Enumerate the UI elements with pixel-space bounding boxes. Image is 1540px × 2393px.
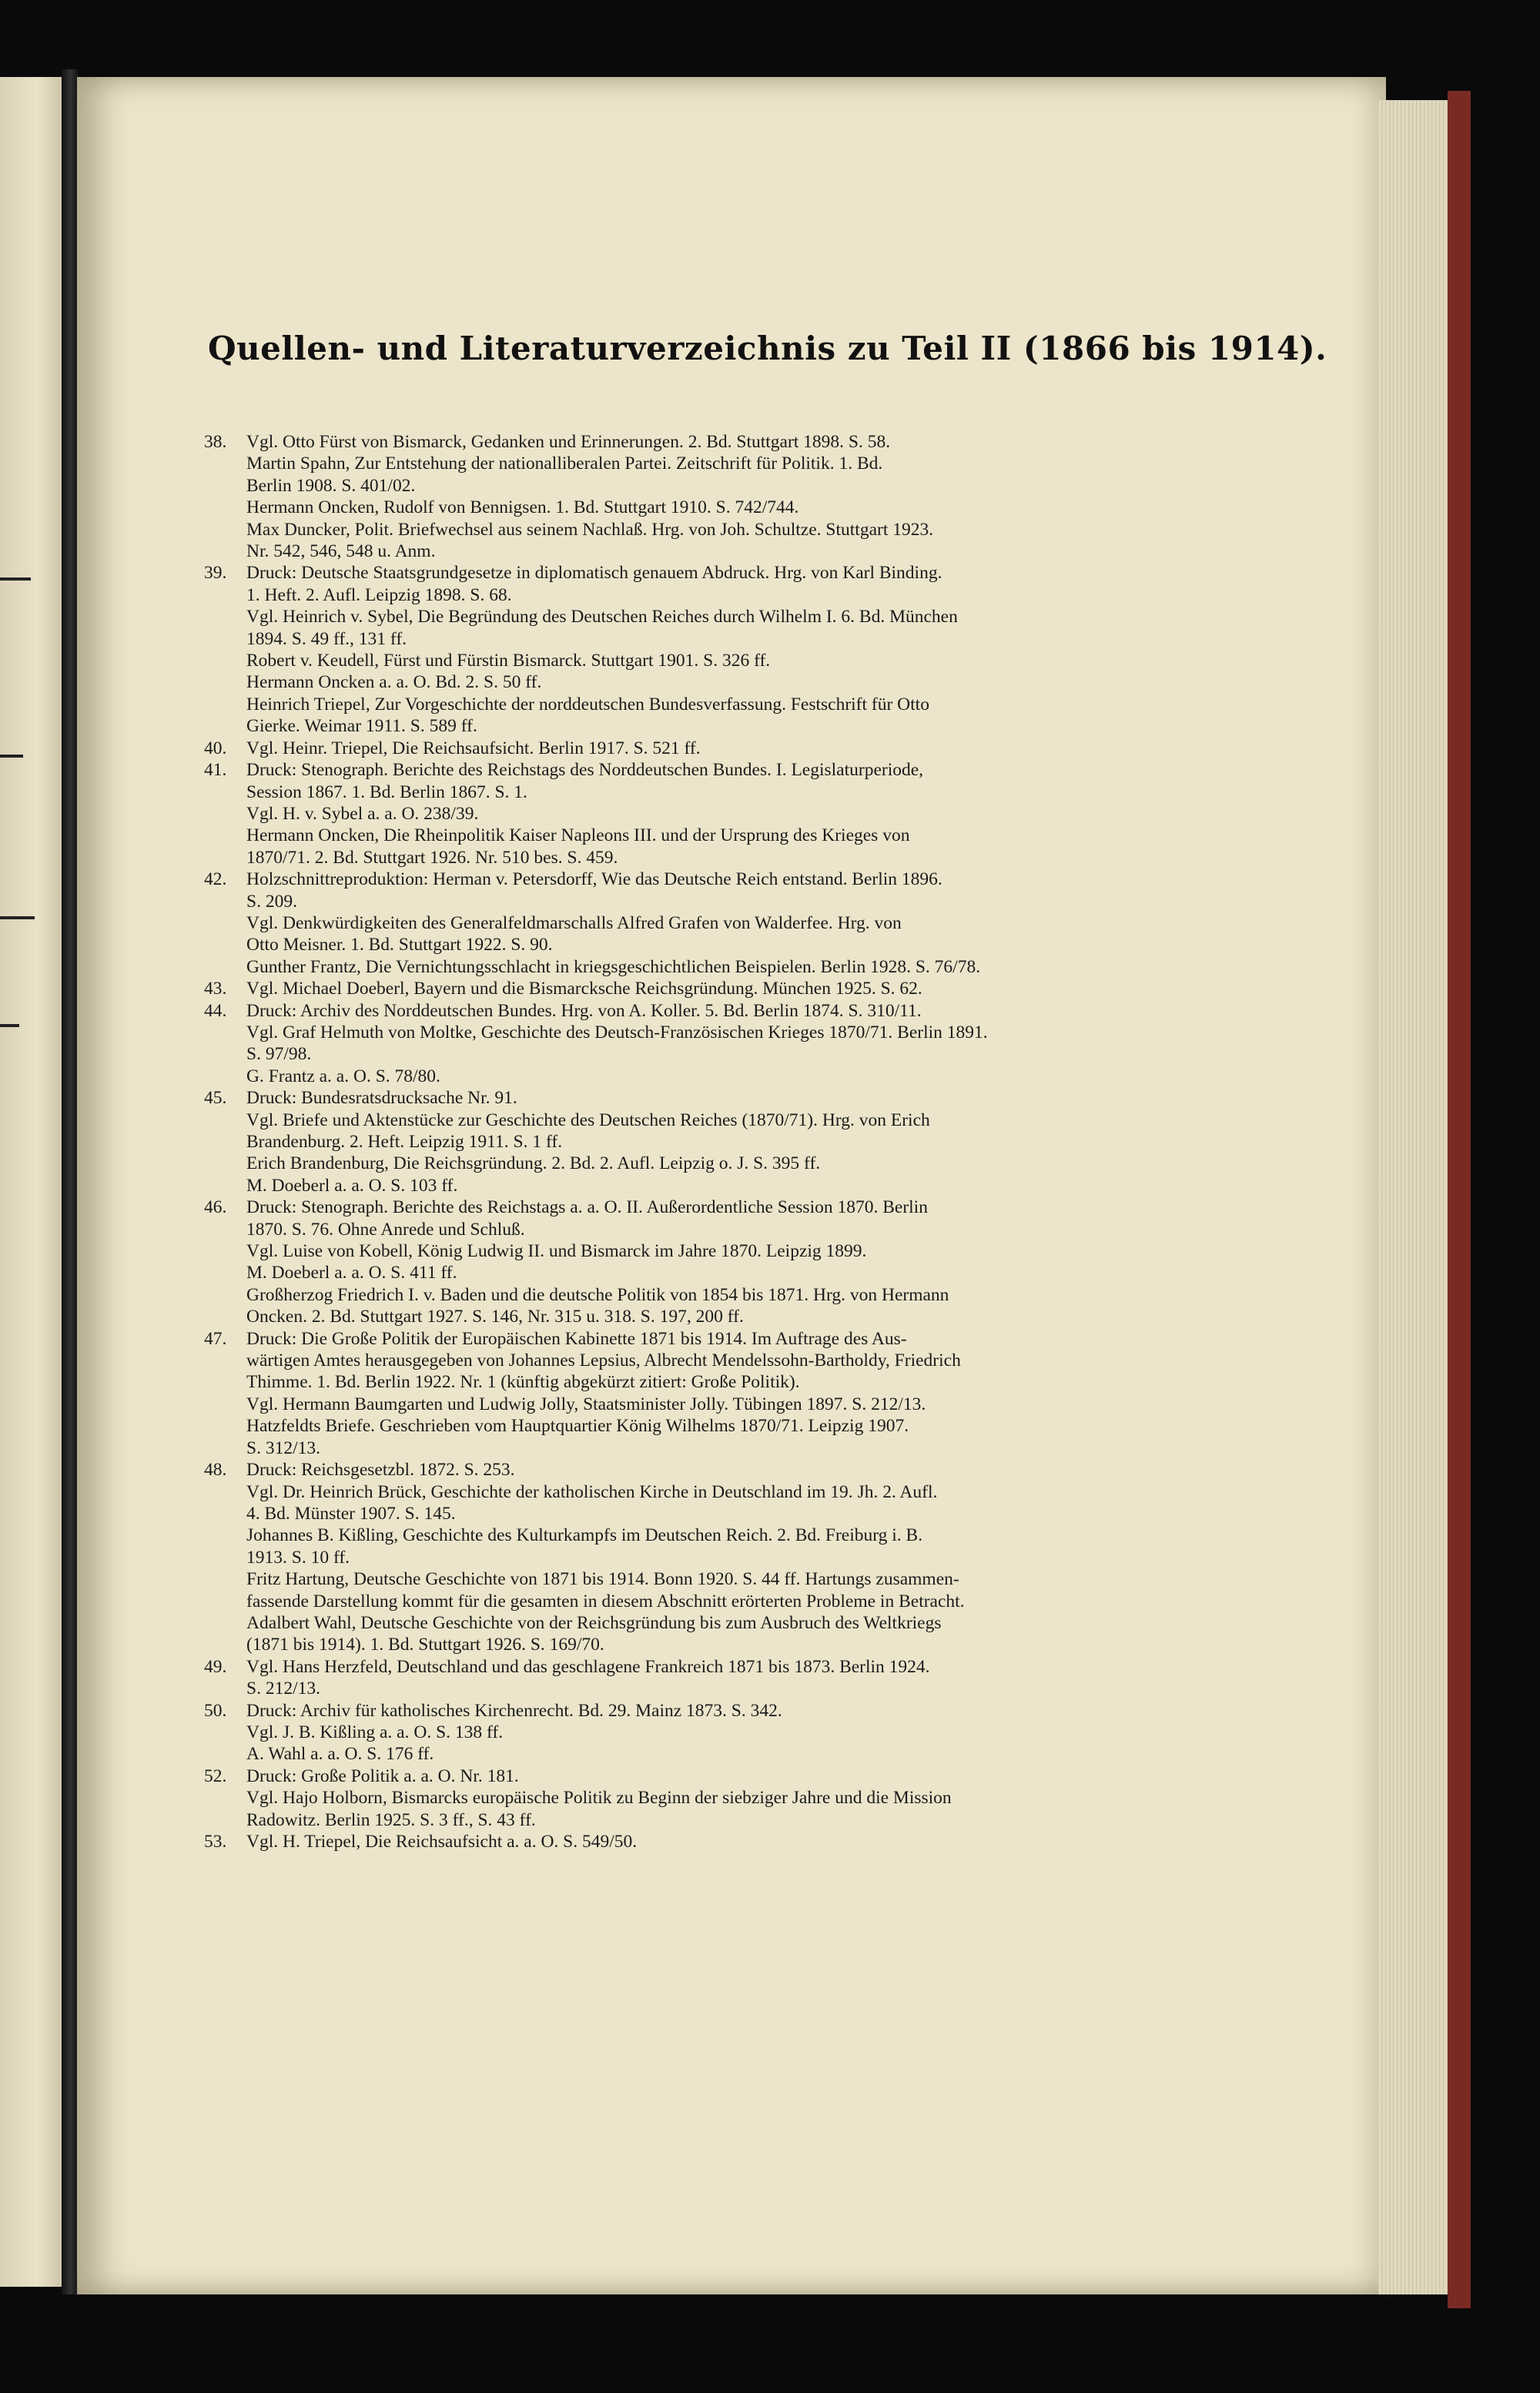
entry-line: Erich Brandenburg, Die Reichsgründung. 2. Bd. 2. Aufl. Leipzig o. J. S. 395 ff. <box>246 1153 821 1174</box>
entry-line: M. Doeberl a. a. O. S. 411 ff. <box>246 1263 457 1284</box>
left-page-edge <box>0 77 62 2287</box>
bibliography-entry <box>204 431 1082 562</box>
bibliography-entry <box>204 1700 1082 1765</box>
entry-line: Vgl. Hajo Holborn, Bismarcks europäische Politik zu Beginn der siebziger Jahre und die Mission <box>246 1788 952 1809</box>
book-gutter <box>62 69 79 2294</box>
handwritten-mark <box>0 1024 19 1027</box>
entry-line: Druck: Stenograph. Berichte des Reichstags a. a. O. II. Außerordentliche Session 1870. Berlin <box>246 1197 928 1218</box>
entry-line: Druck: Deutsche Staatsgrundgesetze in diplomatisch genauem Abdruck. Hrg. von Karl Binding. <box>246 563 942 584</box>
page-title: Quellen- und Literaturverzeichnis zu Teil II (1866 bis 1914). <box>208 330 1327 367</box>
entry-number: 45. <box>204 1088 227 1109</box>
entry-line: Brandenburg. 2. Heft. Leipzig 1911. S. 1 ff. <box>246 1132 563 1152</box>
entry-line: 1894. S. 49 ff., 131 ff. <box>246 628 407 649</box>
entry-line: S. 212/13. <box>246 1678 320 1699</box>
entry-line: Robert v. Keudell, Fürst und Fürstin Bismarck. Stuttgart 1901. S. 326 ff. <box>246 651 771 671</box>
entry-line: Gierke. Weimar 1911. S. 589 ff. <box>246 716 477 737</box>
entry-line: Druck: Reichsgesetzbl. 1872. S. 253. <box>246 1460 515 1481</box>
entry-line: Vgl. Briefe und Aktenstücke zur Geschichte des Deutschen Reiches (1870/71). Hrg. von Erich <box>246 1109 930 1130</box>
entry-line: Hatzfeldts Briefe. Geschrieben vom Hauptquartier König Wilhelms 1870/71. Leipzig 1907. <box>246 1416 909 1437</box>
entry-line: Vgl. J. B. Kißling a. a. O. S. 138 ff. <box>246 1722 504 1742</box>
entry-line: Heinrich Triepel, Zur Vorgeschichte der norddeutschen Bundesverfassung. Festschrift für Otto <box>246 694 929 715</box>
entry-number: 41. <box>204 760 227 781</box>
entry-line: Vgl. Hans Herzfeld, Deutschland und das geschlagene Frankreich 1871 bis 1873. Berlin 1924. <box>246 1656 930 1677</box>
entry-number: 42. <box>204 869 227 890</box>
entry-number: 38. <box>204 432 227 452</box>
book-cover-edge <box>1448 91 1471 2308</box>
entry-line: G. Frantz a. a. O. S. 78/80. <box>246 1066 440 1086</box>
handwritten-mark <box>0 755 23 758</box>
entry-number: 46. <box>204 1197 227 1218</box>
entry-number: 53. <box>204 1832 227 1852</box>
entry-line: Nr. 542, 546, 548 u. Anm. <box>246 541 436 562</box>
entry-line: Vgl. H. v. Sybel a. a. O. 238/39. <box>246 803 479 824</box>
entry-line: Vgl. Denkwürdigkeiten des Generalfeldmarschalls Alfred Grafen von Walderfee. Hrg. von <box>246 912 902 933</box>
entry-line: S. 209. <box>246 891 297 912</box>
entry-line: Martin Spahn, Zur Entstehung der nationalliberalen Partei. Zeitschrift für Politik. 1. Bd. <box>246 453 883 474</box>
bibliography-entry <box>204 562 1082 737</box>
entry-line: Session 1867. 1. Bd. Berlin 1867. S. 1. <box>246 781 527 802</box>
entry-number: 40. <box>204 738 227 758</box>
entry-line: Oncken. 2. Bd. Stuttgart 1927. S. 146, Nr. 315 u. 318. S. 197, 200 ff. <box>246 1307 744 1327</box>
entry-line: Vgl. H. Triepel, Die Reichsaufsicht a. a. O. S. 549/50. <box>246 1832 638 1852</box>
entry-line: Gunther Frantz, Die Vernichtungsschlacht in kriegsgeschichtlichen Beispielen. Berlin 1928. S. 76/78. <box>246 956 981 977</box>
entry-number: 52. <box>204 1765 227 1786</box>
bibliography-entry <box>204 1000 1082 1088</box>
entry-line: 1870/71. 2. Bd. Stuttgart 1926. Nr. 510 bes. S. 459. <box>246 847 618 868</box>
bibliography-entry <box>204 1656 1082 1700</box>
entry-line: Berlin 1908. S. 401/02. <box>246 475 416 496</box>
entry-line: Hermann Oncken a. a. O. Bd. 2. S. 50 ff. <box>246 672 542 693</box>
entry-line: Vgl. Michael Doeberl, Bayern und die Bismarcksche Reichsgründung. München 1925. S. 62. <box>246 979 922 999</box>
entry-line: (1871 bis 1914). 1. Bd. Stuttgart 1926. S. 169/70. <box>246 1635 604 1655</box>
entry-line: Otto Meisner. 1. Bd. Stuttgart 1922. S. 90. <box>246 935 553 956</box>
entry-line: Vgl. Dr. Heinrich Brück, Geschichte der katholischen Kirche in Deutschland im 19. Jh. 2. Aufl. <box>246 1481 938 1502</box>
entry-line: fassende Darstellung kommt für die gesamten in diesem Abschnitt erörterten Probleme in Betracht. <box>246 1591 965 1612</box>
entry-line: Holzschnittreproduktion: Herman v. Petersdorff, Wie das Deutsche Reich entstand. Berlin 1896. <box>246 869 942 890</box>
entry-line: Druck: Archiv für katholisches Kirchenrecht. Bd. 29. Mainz 1873. S. 342. <box>246 1700 782 1721</box>
entry-line: Fritz Hartung, Deutsche Geschichte von 1871 bis 1914. Bonn 1920. S. 44 ff. Hartungs zusammen- <box>246 1569 959 1590</box>
entry-line: Druck: Bundesratsdrucksache Nr. 91. <box>246 1088 517 1109</box>
entry-number: 47. <box>204 1328 227 1349</box>
entry-line: Druck: Stenograph. Berichte des Reichstags des Norddeutschen Bundes. I. Legislaturperiode, <box>246 760 924 781</box>
entry-line: Hermann Oncken, Rudolf von Bennigsen. 1. Bd. Stuttgart 1910. S. 742/744. <box>246 497 799 518</box>
entry-line: wärtigen Amtes herausgegeben von Johannes Lepsius, Albrecht Mendelssohn-Bartholdy, Friedrich <box>246 1350 961 1371</box>
bibliography-entry <box>204 1196 1082 1327</box>
entry-line: Thimme. 1. Bd. Berlin 1922. Nr. 1 (künftig abgekürzt zitiert: Große Politik). <box>246 1372 800 1393</box>
bibliography-entry <box>204 978 1082 999</box>
entry-line: 1. Heft. 2. Aufl. Leipzig 1898. S. 68. <box>246 584 512 605</box>
handwritten-mark <box>0 916 35 919</box>
entry-line: Hermann Oncken, Die Rheinpolitik Kaiser Napleons III. und der Ursprung des Krieges von <box>246 825 910 846</box>
entry-line: Johannes B. Kißling, Geschichte des Kulturkampfs im Deutschen Reich. 2. Bd. Freiburg i. B. <box>246 1525 923 1546</box>
entry-line: 1913. S. 10 ff. <box>246 1547 350 1568</box>
handwritten-mark <box>0 577 31 581</box>
entry-line: Adalbert Wahl, Deutsche Geschichte von der Reichsgründung bis zum Ausbruch des Weltkriegs <box>246 1612 942 1633</box>
entry-number: 43. <box>204 979 227 999</box>
bibliography-entry <box>204 1831 1082 1852</box>
entry-line: A. Wahl a. a. O. S. 176 ff. <box>246 1744 434 1765</box>
bibliography-entry <box>204 1765 1082 1831</box>
bibliography-entry <box>204 759 1082 869</box>
bibliography-entry <box>204 738 1082 759</box>
entry-number: 50. <box>204 1700 227 1721</box>
entry-line: Vgl. Heinrich v. Sybel, Die Begründung des Deutschen Reiches durch Wilhelm I. 6. Bd. München <box>246 607 958 628</box>
bibliography-entry <box>204 1087 1082 1196</box>
entry-line: Radowitz. Berlin 1925. S. 3 ff., S. 43 ff. <box>246 1809 536 1830</box>
entry-line: M. Doeberl a. a. O. S. 103 ff. <box>246 1175 458 1196</box>
bibliography-entry <box>204 869 1082 978</box>
entry-number: 44. <box>204 1000 227 1021</box>
entry-number: 39. <box>204 563 227 584</box>
entry-line: Druck: Die Große Politik der Europäischen Kabinette 1871 bis 1914. Im Auftrage des Aus- <box>246 1328 907 1349</box>
entry-line: Vgl. Otto Fürst von Bismarck, Gedanken und Erinnerungen. 2. Bd. Stuttgart 1898. S. 58. <box>246 432 891 452</box>
bibliography-entry <box>204 1328 1082 1459</box>
entry-number: 48. <box>204 1460 227 1481</box>
entry-line: Vgl. Graf Helmuth von Moltke, Geschichte des Deutsch-Französischen Krieges 1870/71. Berlin 1891. <box>246 1022 988 1043</box>
entry-line: 4. Bd. Münster 1907. S. 145. <box>246 1503 456 1524</box>
bibliography-entry <box>204 1459 1082 1656</box>
entry-line: Max Duncker, Polit. Briefwechsel aus seinem Nachlaß. Hrg. von Joh. Schultze. Stuttgart 1923. <box>246 519 934 540</box>
entry-line: Vgl. Hermann Baumgarten und Ludwig Jolly, Staatsminister Jolly. Tübingen 1897. S. 212/13. <box>246 1394 926 1414</box>
entry-line: Großherzog Friedrich I. v. Baden und die deutsche Politik von 1854 bis 1871. Hrg. von Hermann <box>246 1284 949 1305</box>
entry-line: S. 312/13. <box>246 1437 320 1458</box>
entry-line: Vgl. Heinr. Triepel, Die Reichsaufsicht. Berlin 1917. S. 521 ff. <box>246 738 701 758</box>
entry-line: Druck: Archiv des Norddeutschen Bundes. Hrg. von A. Koller. 5. Bd. Berlin 1874. S. 310/11. <box>246 1000 922 1021</box>
entry-line: Vgl. Luise von Kobell, König Ludwig II. und Bismarck im Jahre 1870. Leipzig 1899. <box>246 1241 867 1262</box>
entry-line: S. 97/98. <box>246 1044 312 1065</box>
entry-line: Druck: Große Politik a. a. O. Nr. 181. <box>246 1765 519 1786</box>
bibliography-list <box>204 431 1082 1852</box>
entry-number: 49. <box>204 1656 227 1677</box>
entry-line: 1870. S. 76. Ohne Anrede und Schluß. <box>246 1219 525 1240</box>
